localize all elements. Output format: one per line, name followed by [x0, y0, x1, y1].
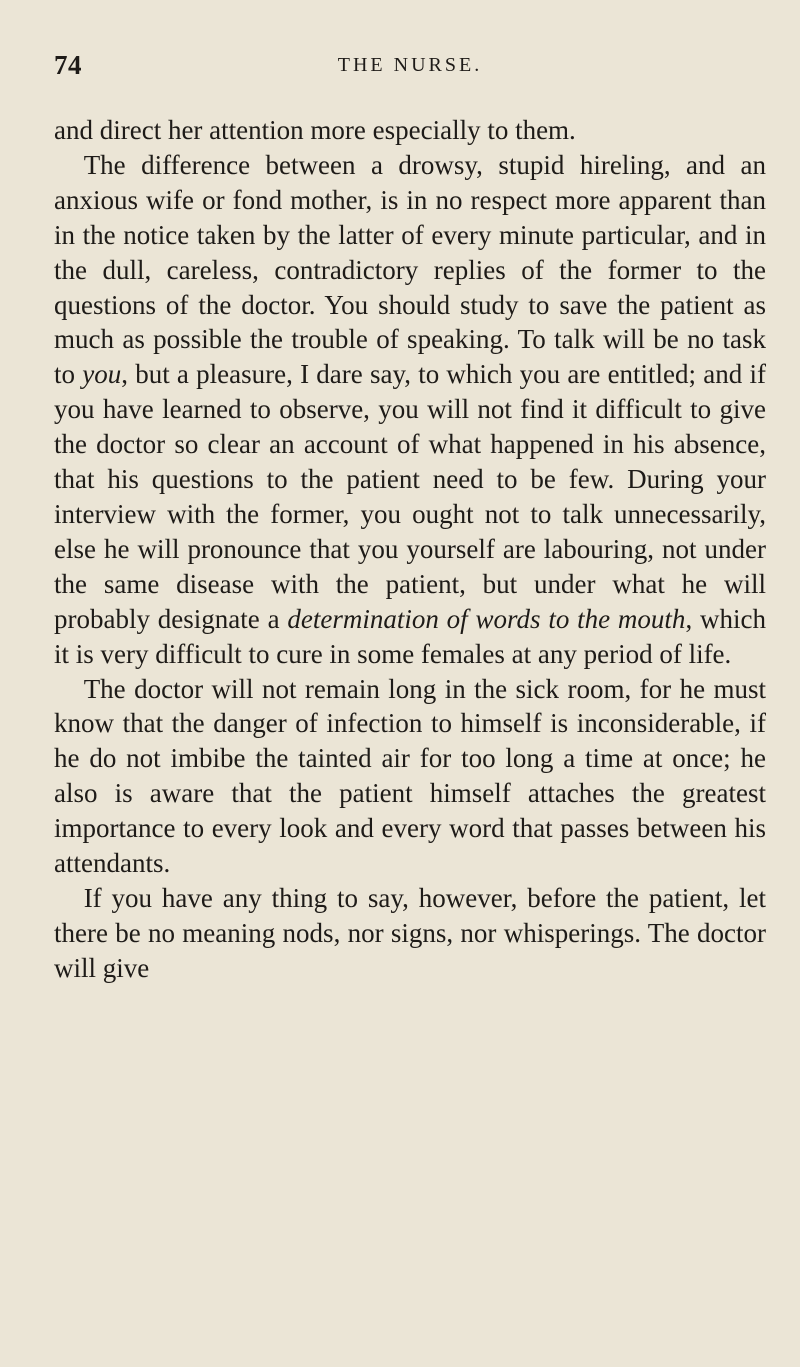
body-text: [54, 113, 766, 986]
italic-run: you: [82, 359, 122, 390]
text-run: If you have any thing to say, however, before the patient, let there be no meaning nods, nor signs, nor whisperings. The doctor will give: [54, 882, 766, 983]
page-number: 74: [54, 50, 82, 80]
paragraph-doctor-visit: [54, 672, 766, 881]
italic-run: determination of words to the mouth: [287, 603, 686, 634]
text-run: , but a pleasure, I dare say, to which you are entitled; and if you have learned to observe, you will not find it difficult to give the doctor so clear an account of what happened in his absence, that his questions to the patient need to be few. During your interview with the former, you ought not to talk unnecessarily, else he will pronounce that you yourself are labouring, not under the same disease with the patient, but under what he will probably designate a: [54, 359, 766, 634]
text-run: The doctor will not remain long in the sick room, for he must know that the danger of infection to himself is inconsiderable, if he do not imbibe the tainted air for too long a time at once; he also is aware that the patient himself attaches the greatest importance to every look and every word that passes between his attendants.: [54, 673, 766, 879]
page-header: [54, 50, 766, 90]
text-run: The difference between a drowsy, stupid hireling, and an anxious wife or fond mother, is in no respect more apparent than in the notice taken by the latter of every minute particular, and in the dull, careless, contradictory replies of the former to the questions of the doctor. You should study to save the patient as much as possible the trouble of speaking. To talk will be no task to: [54, 149, 766, 390]
running-head: THE NURSE.: [337, 54, 483, 76]
paragraph-difference: [54, 148, 766, 672]
text-run: and direct her attention more especially to them.: [54, 115, 576, 145]
paragraph-before-patient: [54, 881, 766, 986]
text-run: , which it is very difficult to cure in some females at any period of life.: [54, 603, 766, 669]
paragraph-continued: [54, 113, 766, 148]
